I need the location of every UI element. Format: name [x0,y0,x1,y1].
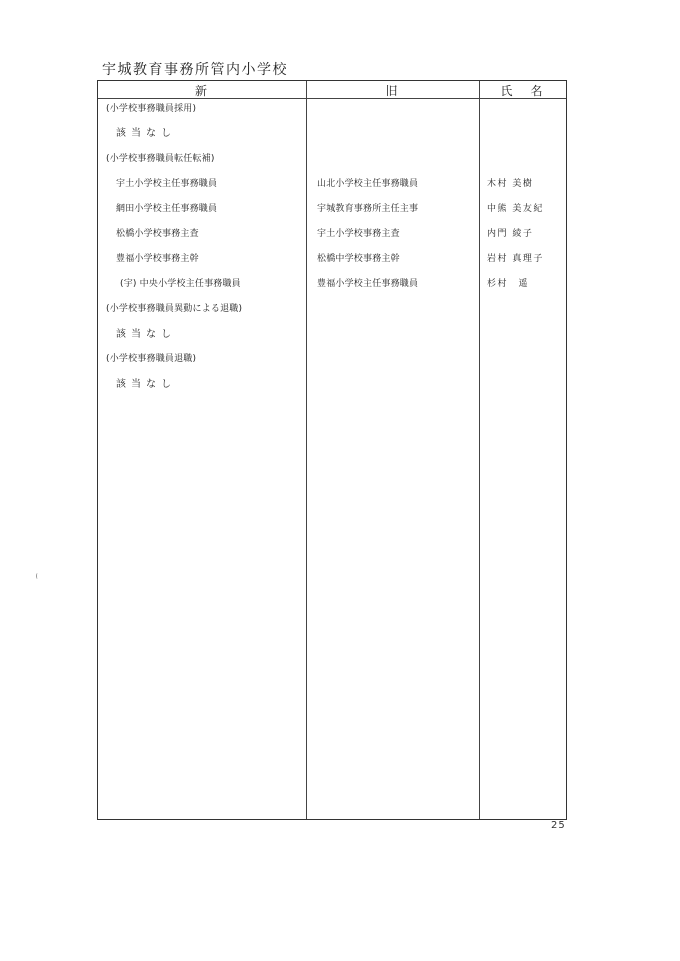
header-new: 新 [194,84,209,98]
row-5-old: 豊福小学校主任事務職員 [317,279,419,289]
section-label-transfer: (小学校事務職員転任転補) [106,154,215,164]
row-2-old: 宇城教育事務所主任主事 [317,204,419,214]
row-5-new: (宇) 中央小学校主任事務職員 [120,279,241,289]
none-label-retirement: 該当なし [116,379,176,390]
row-2-new: 網田小学校主任事務職員 [116,204,218,214]
row-4-new: 豊福小学校事務主幹 [116,254,199,264]
document-title: 宇城教育事務所管内小学校 [102,62,288,78]
header-old: 旧 [385,84,400,98]
none-label-hiring: 該当なし [116,128,176,139]
row-3-new: 松橋小学校事務主査 [116,229,199,239]
row-1-old: 山北小学校主任事務職員 [317,179,419,189]
none-label-transfer-retirement: 該当なし [116,329,176,340]
column-divider-new-old [306,81,307,819]
row-1-new: 宇土小学校主任事務職員 [116,179,218,189]
header-name: 氏名 [500,84,561,98]
section-label-retirement: (小学校事務職員退職) [106,354,197,364]
row-4-name: 岩村 真理子 [487,254,544,264]
row-3-old: 宇土小学校事務主査 [317,229,400,239]
row-2-name: 中熊 美友紀 [487,204,544,214]
row-5-name: 杉村 遥 [487,279,530,289]
row-1-name: 木村 美樹 [487,179,534,189]
page-number: 25 [551,820,566,831]
personnel-table [97,80,567,820]
row-3-name: 内門 綾子 [487,229,534,239]
section-label-hiring: (小学校事務職員採用) [106,104,197,114]
section-label-transfer-retirement: (小学校事務職員異動による退職) [106,304,243,314]
row-4-old: 松橋中学校事務主幹 [317,254,400,264]
scan-speck [36,573,39,579]
column-divider-old-name [479,81,480,819]
